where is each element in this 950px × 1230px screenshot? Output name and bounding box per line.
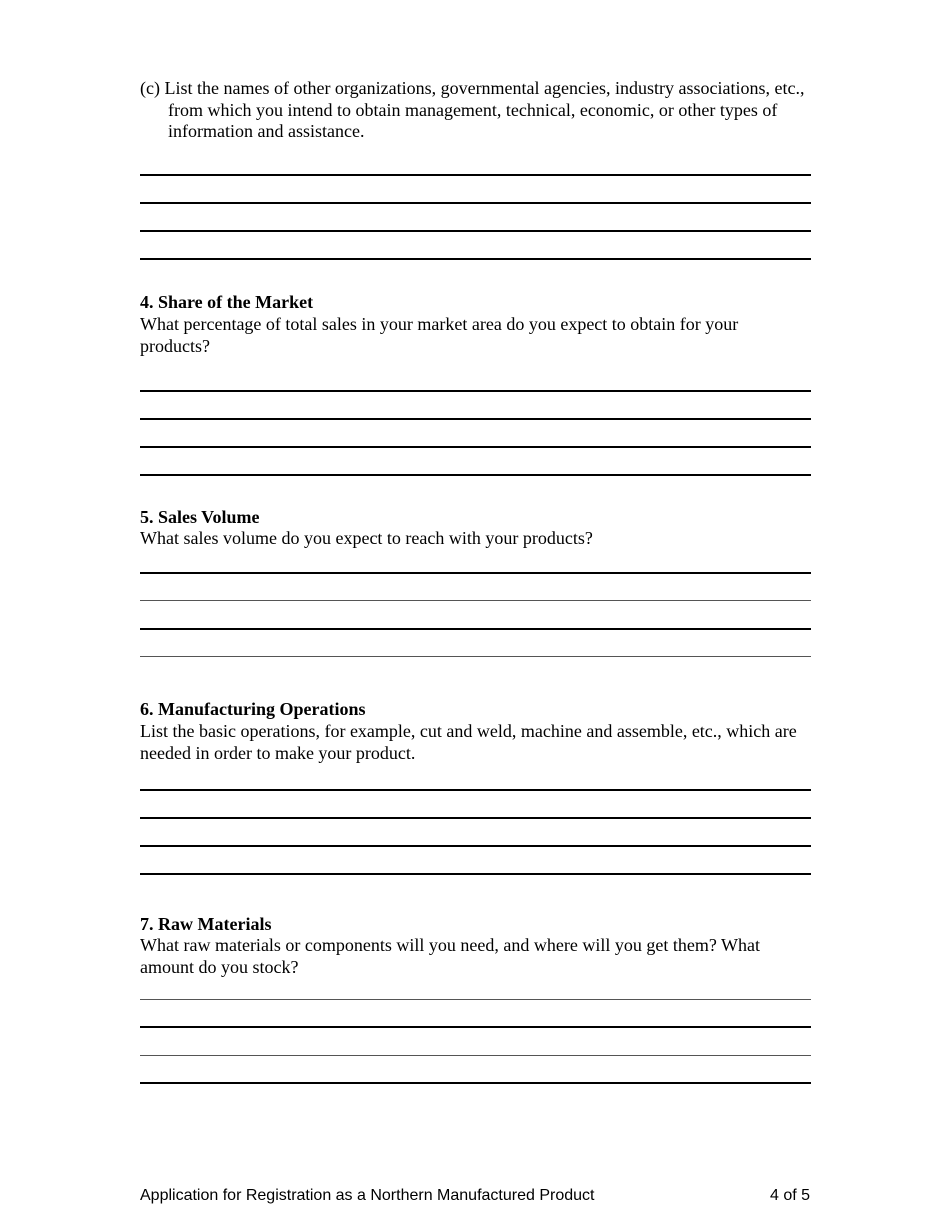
section-6-question: List the basic operations, for example, cut and weld, machine and assemble, etc., which are needed in order to make your product. <box>140 721 797 763</box>
answer-line[interactable] <box>140 202 811 204</box>
answer-line[interactable] <box>140 656 811 657</box>
answer-line[interactable] <box>140 572 811 574</box>
section-5-title: 5. Sales Volume <box>140 507 260 527</box>
section-6-title: 6. Manufacturing Operations <box>140 699 366 719</box>
answer-line[interactable] <box>140 999 811 1000</box>
section-4-title: 4. Share of the Market <box>140 292 314 312</box>
answer-line[interactable] <box>140 1082 811 1084</box>
answer-line[interactable] <box>140 446 811 448</box>
footer-page-number: 4 of 5 <box>769 1187 810 1204</box>
answer-line[interactable] <box>140 845 811 847</box>
answer-line[interactable] <box>140 230 811 232</box>
answer-line[interactable] <box>140 789 811 791</box>
item-c-text: (c) List the names of other organizations, governmental agencies, industry associations, etc., from which you intend to obtain management, technical, economic, or other types of information and assistance. <box>140 78 805 141</box>
answer-line[interactable] <box>140 600 811 601</box>
answer-line[interactable] <box>140 174 811 176</box>
answer-line[interactable] <box>140 390 811 392</box>
section-7-title: 7. Raw Materials <box>140 914 272 934</box>
section-4-question: What percentage of total sales in your market area do you expect to obtain for your products? <box>140 314 739 356</box>
section-5-question: What sales volume do you expect to reach with your products? <box>140 528 593 548</box>
answer-line[interactable] <box>140 817 811 819</box>
answer-line[interactable] <box>140 873 811 875</box>
footer-document-title: Application for Registration as a Northern Manufactured Product <box>140 1187 595 1204</box>
answer-line[interactable] <box>140 258 811 260</box>
answer-line[interactable] <box>140 418 811 420</box>
section-7-question: What raw materials or components will you need, and where will you get them? What amount do you stock? <box>140 935 760 977</box>
answer-line[interactable] <box>140 1055 811 1056</box>
answer-line[interactable] <box>140 628 811 630</box>
answer-line[interactable] <box>140 474 811 476</box>
answer-line[interactable] <box>140 1026 811 1028</box>
